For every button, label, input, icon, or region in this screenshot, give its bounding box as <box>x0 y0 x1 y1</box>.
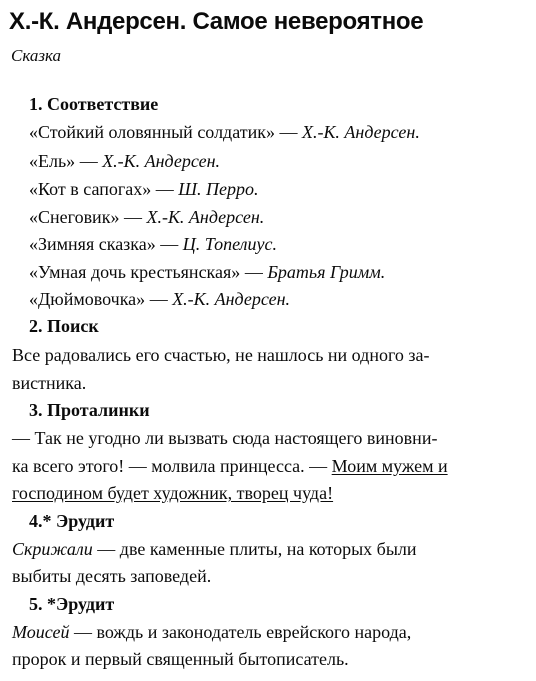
page-title: Х.-К. Андерсен. Самое невероятное <box>9 8 424 35</box>
paragraph-line: вистника. <box>12 373 87 393</box>
author-name: Братья Гримм. <box>267 262 386 282</box>
match-item <box>29 233 277 255</box>
dash: — <box>119 207 147 227</box>
paragraph-line: пророк и первый священный бытописатель. <box>12 649 349 669</box>
work-title: «Умная дочь крестьянская» <box>29 262 241 282</box>
match-item <box>29 178 258 200</box>
author-name: Х.-К. Андерсен. <box>172 289 291 309</box>
section-4-heading: 4.* Эрудит <box>29 511 115 531</box>
author-name: Х.-К. Андерсен. <box>102 151 221 171</box>
author-name: Х.-К. Андерсен. <box>301 122 420 142</box>
match-item <box>29 150 220 172</box>
dash: — <box>274 122 302 142</box>
defined-term: Моисей <box>12 622 70 642</box>
match-item <box>29 121 420 143</box>
defined-term: Скрижали <box>12 539 93 559</box>
work-title: «Снеговик» <box>29 207 120 227</box>
paragraph-line <box>12 538 417 560</box>
definition-text: — две каменные плиты, на которых были <box>92 539 417 559</box>
work-title: «Зимняя сказка» <box>29 234 156 254</box>
page-subtitle: Сказка <box>11 46 62 65</box>
match-item <box>29 288 290 310</box>
quote-text: ка всего этого! — молвила принцесса. — <box>12 456 332 476</box>
work-title: «Стойкий оловянный солдатик» <box>29 122 275 142</box>
match-item <box>29 261 385 283</box>
section-2-heading: 2. Поиск <box>29 316 99 336</box>
section-5-heading: 5. *Эрудит <box>29 594 115 614</box>
work-title: «Кот в сапогах» <box>29 179 152 199</box>
definition-text: — вождь и законодатель еврейского народа, <box>69 622 412 642</box>
paragraph-line: Все радовались его счастью, не нашлось ни одного за- <box>12 345 430 365</box>
section-3-heading: 3. Проталинки <box>29 400 150 420</box>
dash: — <box>75 151 103 171</box>
paragraph-line: — Так не угодно ли вызвать сюда настоящего виновни- <box>12 428 438 448</box>
work-title: «Дюймовочка» <box>29 289 146 309</box>
author-name: Ц. Топелиус. <box>182 234 277 254</box>
author-name: Ш. Перро. <box>178 179 259 199</box>
section-1-heading: 1. Соответствие <box>29 94 159 114</box>
paragraph-line: выбиты десять заповедей. <box>12 566 212 586</box>
dash: — <box>151 179 179 199</box>
author-name: Х.-К. Андерсен. <box>146 207 265 227</box>
underlined-answer: господином будет художник, творец чуда! <box>12 483 334 503</box>
underlined-answer: Моим мужем и <box>331 456 448 476</box>
paragraph-line <box>12 482 333 504</box>
work-title: «Ель» <box>29 151 76 171</box>
match-item <box>29 206 264 228</box>
dash: — <box>155 234 183 254</box>
paragraph-line <box>12 621 411 643</box>
paragraph-line <box>12 455 448 477</box>
dash: — <box>145 289 173 309</box>
dash: — <box>240 262 268 282</box>
